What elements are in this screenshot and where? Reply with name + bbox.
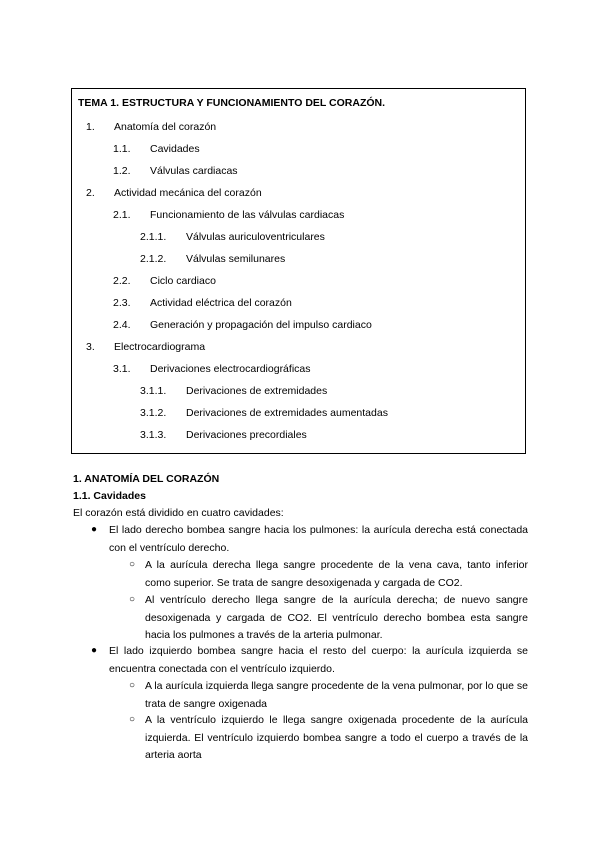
toc-entry-number: 3.: [86, 341, 95, 353]
toc-entry-label: Derivaciones electrocardiográficas: [150, 363, 311, 375]
toc-entry-label: Derivaciones de extremidades: [186, 385, 328, 397]
sub-list-item: A la ventrículo izquierdo le llega sangre oxigenada procedente de la aurícula izquierda. El ventrículo izquierdo bombea sangre a todo el cuerpo a través de la arteria aorta: [145, 714, 528, 761]
toc-entry-number: 1.1.: [113, 143, 131, 155]
sub-list-item: A la aurícula derecha llega sangre procedente de la vena cava, tanto inferior como superior. Se trata de sangre desoxigenada y cargada de CO2.: [145, 559, 528, 589]
toc-entry-label: Válvulas auriculoventriculares: [186, 231, 325, 243]
toc-entry-number: 1.2.: [113, 165, 131, 177]
toc-entry-number: 3.1.: [113, 363, 131, 375]
section-heading: 1. ANATOMÍA DEL CORAZÓN: [73, 473, 220, 485]
toc-entry-number: 2.2.: [113, 275, 131, 287]
toc-entry-number: 2.: [86, 187, 95, 199]
toc-entry-label: Funcionamiento de las válvulas cardiacas: [150, 209, 345, 221]
bullet-dot-icon: ●: [91, 645, 98, 656]
toc-entry-label: Válvulas semilunares: [186, 253, 286, 265]
list-item: El lado izquierdo bombea sangre hacia el resto del cuerpo: la aurícula izquierda se encuentra conectada con el ventrículo izquierdo.: [109, 645, 528, 675]
toc-entry-number: 3.1.1.: [140, 385, 167, 397]
circle-bullet-icon: ○: [129, 680, 136, 691]
toc-entry-number: 1.: [86, 121, 95, 133]
circle-bullet-icon: ○: [129, 594, 136, 605]
table-of-contents: [71, 88, 526, 454]
toc-entry-number: 2.1.: [113, 209, 131, 221]
list-item: El lado derecho bombea sangre hacia los pulmones: la aurícula derecha está conectada con el ventrículo derecho.: [109, 524, 528, 554]
toc-entry-number: 2.1.1.: [140, 231, 167, 243]
toc-entry-label: Actividad eléctrica del corazón: [150, 297, 292, 309]
sub-list-item: A la aurícula izquierda llega sangre procedente de la vena pulmonar, por lo que se trata de sangre oxigenada: [145, 680, 528, 710]
toc-entry-label: Actividad mecánica del corazón: [114, 187, 262, 199]
toc-entry-number: 2.1.2.: [140, 253, 167, 265]
circle-bullet-icon: ○: [129, 559, 136, 570]
intro-paragraph: El corazón está dividido en cuatro cavidades:: [73, 507, 284, 519]
toc-entry-number: 2.4.: [113, 319, 131, 331]
toc-entry-label: Derivaciones precordiales: [186, 429, 307, 441]
toc-title: TEMA 1. ESTRUCTURA Y FUNCIONAMIENTO DEL CORAZÓN.: [78, 97, 386, 109]
subsection-heading: 1.1. Cavidades: [73, 490, 146, 502]
toc-entry-label: Ciclo cardiaco: [150, 275, 216, 287]
circle-bullet-icon: ○: [129, 714, 136, 725]
toc-entry-label: Generación y propagación del impulso cardiaco: [150, 319, 372, 331]
sub-list-item: Al ventrículo derecho llega sangre de la aurícula derecha; de nuevo sangre desoxigenada y cargada de CO2. El ventrículo derecho bombea esta sangre hacia los pulmones a través de la arteria pulmonar.: [145, 594, 528, 641]
toc-entry-number: 3.1.2.: [140, 407, 167, 419]
toc-entry-label: Derivaciones de extremidades aumentadas: [186, 407, 388, 419]
toc-entry-label: Válvulas cardiacas: [150, 165, 238, 177]
toc-entry-label: Cavidades: [150, 143, 200, 155]
bullet-dot-icon: ●: [91, 524, 98, 535]
toc-entry-number: 2.3.: [113, 297, 131, 309]
toc-entry-label: Electrocardiograma: [114, 341, 206, 353]
toc-entry-number: 3.1.3.: [140, 429, 167, 441]
toc-entry-label: Anatomía del corazón: [114, 121, 217, 133]
